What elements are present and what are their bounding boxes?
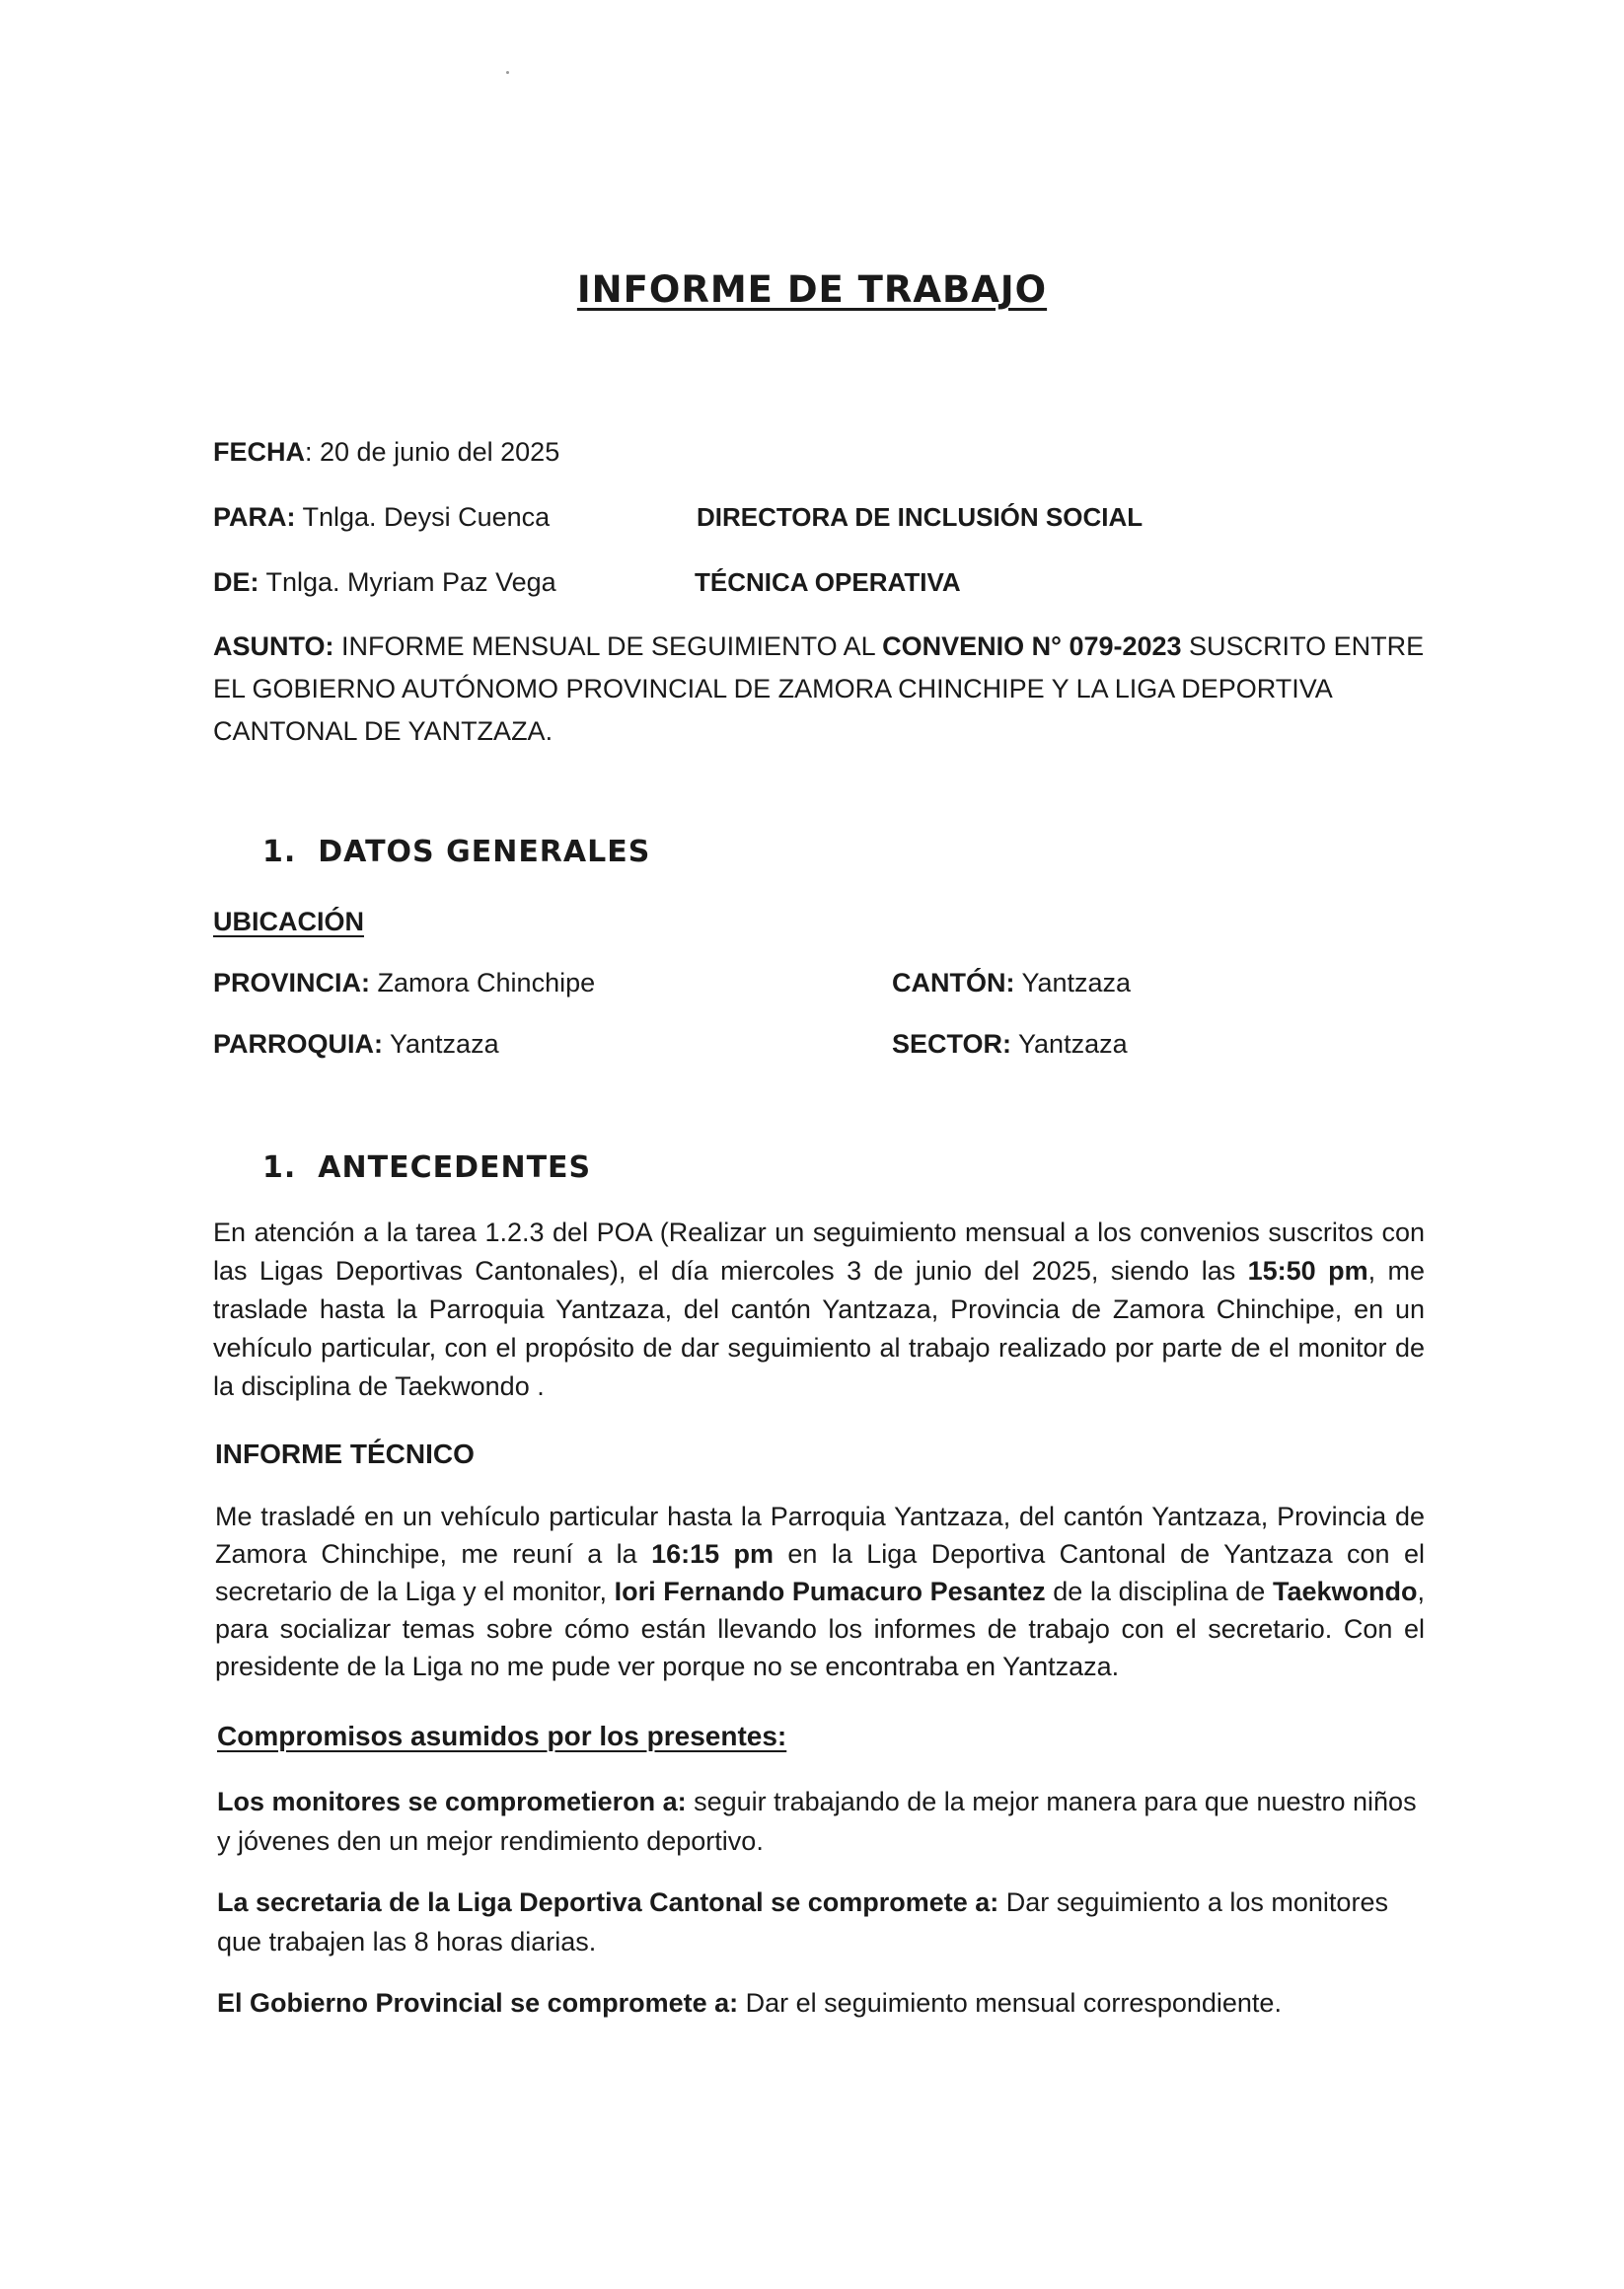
para-value: Tnlga. Deysi Cuenca <box>295 502 551 532</box>
ubicacion-heading: UBICACIÓN <box>213 907 364 936</box>
de-label: DE: <box>213 567 259 597</box>
compromiso-item: La secretaria de la Liga Deportiva Cantonal se compromete a: Dar seguimiento a los monitores que trabajen las 8 horas diarias. <box>217 1887 1388 1957</box>
de-line <box>213 562 556 602</box>
provincia-field: PROVINCIA: Zamora Chinchipe <box>213 968 596 997</box>
antecedentes-paragraph: En atención a la tarea 1.2.3 del POA (Realizar un seguimiento mensual a los convenios suscritos con las Ligas Deportivas Cantonales), el día miercoles 3 de junio del 2025, siendo las 15:50 pm, me traslade hasta la Parroquia Yantzaza, del cantón Yantzaza, Provincia de Zamora Chinchipe, en un vehículo particular, con el propósito de dar seguimiento al trabajo realizado por parte de el monitor de la disciplina de Taekwondo . <box>213 1218 1426 1401</box>
monitor-name: Iori Fernando Pumacuro Pesantez <box>614 1577 1046 1606</box>
asunto-label: ASUNTO: <box>213 631 334 661</box>
compromiso-label: Los monitores se comprometieron a: <box>217 1787 687 1816</box>
parroquia-field: PARROQUIA: Yantzaza <box>213 1029 499 1059</box>
de-value: Tnlga. Myriam Paz Vega <box>258 567 556 597</box>
convenio-number: CONVENIO N° 079-2023 <box>882 631 1182 661</box>
para-label: PARA: <box>213 502 296 532</box>
fecha-line <box>213 432 559 472</box>
antecedentes-time: 15:50 pm <box>1247 1256 1368 1286</box>
asunto-paragraph: ASUNTO: INFORME MENSUAL DE SEGUIMIENTO AL CONVENIO N° 079-2023 SUSCRITO ENTRE EL GOBIERNO AUTÓNOMO PROVINCIAL DE ZAMORA CHINCHIPE Y LA LIGA DEPORTIVA CANTONAL DE YANTZAZA. <box>213 631 1425 746</box>
compromiso-item: Los monitores se comprometieron a: seguir trabajando de la mejor manera para que nuestro niños y jóvenes den un mejor rendimiento deportivo. <box>217 1787 1417 1856</box>
compromiso-item: El Gobierno Provincial se compromete a: Dar el seguimiento mensual correspondiente. <box>217 1988 1282 2018</box>
compromiso-label: El Gobierno Provincial se compromete a: <box>217 1988 739 2018</box>
canton-field: CANTÓN: Yantzaza <box>892 968 1132 997</box>
section-heading-datos-generales: 1. DATOS GENERALES <box>262 835 651 869</box>
de-role: TÉCNICA OPERATIVA <box>695 567 961 597</box>
meeting-time: 16:15 pm <box>651 1539 775 1569</box>
informe-tecnico-heading: INFORME TÉCNICO <box>215 1439 475 1469</box>
compromiso-label: La secretaria de la Liga Deportiva Cantonal se compromete a: <box>217 1887 999 1917</box>
compromisos-heading: Compromisos asumidos por los presentes: <box>217 1721 787 1751</box>
sector-field: SECTOR: Yantzaza <box>892 1029 1128 1059</box>
fecha-value: : 20 de junio del 2025 <box>305 437 560 467</box>
para-role: DIRECTORA DE INCLUSIÓN SOCIAL <box>697 502 1144 532</box>
para-line <box>213 497 550 537</box>
section-heading-antecedentes: 1. ANTECEDENTES <box>262 1150 592 1185</box>
discipline-name: Taekwondo <box>1272 1577 1418 1606</box>
scan-speck <box>506 71 509 74</box>
fecha-label: FECHA <box>213 437 305 467</box>
informe-tecnico-paragraph: Me trasladé en un vehículo particular hasta la Parroquia Yantzaza, del cantón Yantzaza, Provincia de Zamora Chinchipe, me reuní a la 16:15 pm en la Liga Deportiva Cantonal de Yantzaza con el secretario de la Liga y el monitor, Iori Fernando Pumacuro Pesantez de la disciplina de Taekwondo, para socializar temas sobre cómo están llevando los informes de trabajo con el secretario. Con el presidente de la Liga no me pude ver porque no se encontraba en Yantzaza. <box>215 1502 1425 1681</box>
document-title: INFORME DE TRABAJO <box>576 268 1048 311</box>
